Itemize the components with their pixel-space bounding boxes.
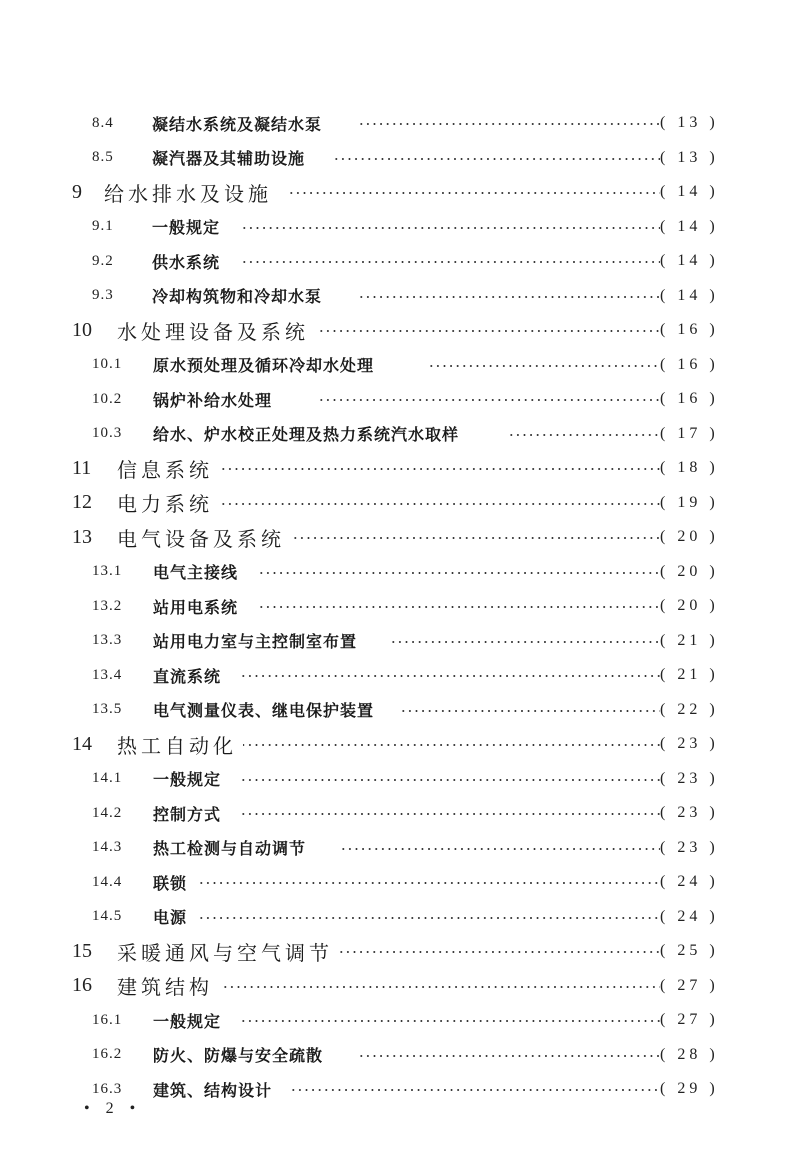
toc-chapter-entry[interactable] (0, 934, 800, 969)
entry-number: 9.3 (92, 287, 114, 304)
entry-title: 电气测量仪表、继电保护装置 (153, 698, 380, 721)
entry-title: 水处理设备及系统 (117, 316, 315, 345)
entry-page-number: ( 20 ) (660, 597, 719, 615)
entry-title: 控制方式 (153, 802, 227, 825)
entry-page-number: ( 20 ) (660, 528, 719, 546)
page-number: • 2 • (84, 1100, 142, 1117)
entry-page-number: ( 23 ) (660, 804, 719, 822)
entry-page-number: ( 14 ) (660, 252, 719, 270)
dot-leader (338, 951, 660, 953)
entry-number: 14.3 (92, 839, 123, 856)
entry-page-number: ( 27 ) (660, 1011, 719, 1029)
dot-leader (220, 468, 660, 470)
entry-page-number: ( 28 ) (660, 1045, 719, 1063)
dot-leader (240, 675, 660, 677)
entry-title: 给水、炉水校正处理及热力系统汽水取样 (153, 422, 465, 445)
entry-page-number: ( 20 ) (660, 562, 719, 580)
entry-title: 信息系统 (117, 454, 219, 483)
toc-section-entry[interactable] (0, 658, 800, 693)
dot-leader (240, 1020, 660, 1022)
toc-chapter-entry[interactable] (0, 727, 800, 762)
entry-title: 冷却构筑物和冷却水泵 (152, 284, 328, 307)
entry-number: 14 (72, 732, 92, 755)
toc-section-entry[interactable] (0, 589, 800, 624)
entry-number: 9 (72, 180, 82, 203)
entry-title: 供水系统 (152, 250, 226, 273)
entry-page-number: ( 27 ) (660, 976, 719, 994)
entry-number: 16 (72, 974, 92, 997)
dot-leader (318, 399, 660, 401)
dot-leader (292, 537, 660, 539)
toc-section-entry[interactable] (0, 1003, 800, 1038)
entry-title: 锅炉补给水处理 (153, 388, 278, 411)
toc-chapter-entry[interactable] (0, 175, 800, 210)
entry-title: 电源 (153, 905, 193, 928)
entry-title: 一般规定 (152, 215, 226, 238)
dot-leader (241, 261, 660, 263)
toc-section-entry[interactable] (0, 796, 800, 831)
entry-page-number: ( 21 ) (660, 666, 719, 684)
entry-title: 凝汽器及其辅助设施 (152, 146, 311, 169)
toc-section-entry[interactable] (0, 382, 800, 417)
dot-leader (240, 779, 660, 781)
toc-section-entry[interactable] (0, 555, 800, 590)
dot-leader (198, 917, 660, 919)
entry-number: 14.2 (92, 804, 123, 821)
entry-page-number: ( 21 ) (660, 631, 719, 649)
dot-leader (288, 192, 660, 194)
toc-section-entry[interactable] (0, 865, 800, 900)
entry-page-number: ( 16 ) (660, 390, 719, 408)
entry-page-number: ( 23 ) (660, 735, 719, 753)
entry-title: 站用电系统 (153, 595, 244, 618)
entry-page-number: ( 19 ) (660, 493, 719, 511)
entry-title: 热工自动化 (117, 730, 243, 759)
toc-section-entry[interactable] (0, 141, 800, 176)
entry-title: 热工检测与自动调节 (153, 836, 312, 859)
entry-title: 建筑、结构设计 (153, 1078, 278, 1101)
toc-section-entry[interactable] (0, 831, 800, 866)
toc-chapter-entry[interactable] (0, 313, 800, 348)
toc-section-entry[interactable] (0, 210, 800, 245)
dot-leader (428, 365, 660, 367)
entry-number: 8.4 (92, 114, 114, 131)
entry-number: 9.1 (92, 218, 114, 235)
toc-section-entry[interactable] (0, 624, 800, 659)
entry-title: 电力系统 (117, 488, 219, 517)
entry-number: 9.2 (92, 252, 114, 269)
dot-leader (220, 503, 660, 505)
entry-title: 原水预处理及循环冷却水处理 (153, 353, 380, 376)
entry-title: 给水排水及设施 (104, 178, 278, 207)
toc-section-entry[interactable] (0, 417, 800, 452)
entry-number: 8.5 (92, 149, 114, 166)
entry-number: 13.2 (92, 597, 123, 614)
entry-title: 直流系统 (153, 664, 227, 687)
entry-number: 14.1 (92, 770, 123, 787)
entry-page-number: ( 16 ) (660, 355, 719, 373)
dot-leader (240, 813, 660, 815)
entry-title: 联锁 (153, 871, 193, 894)
entry-page-number: ( 22 ) (660, 700, 719, 718)
entry-page-number: ( 17 ) (660, 424, 719, 442)
entry-number: 10.2 (92, 390, 123, 407)
entry-title: 凝结水系统及凝结水泵 (152, 112, 328, 135)
dot-leader (358, 296, 660, 298)
dot-leader (290, 1089, 660, 1091)
entry-title: 建筑结构 (117, 971, 219, 1000)
entry-number: 10 (72, 318, 92, 341)
entry-page-number: ( 14 ) (660, 217, 719, 235)
toc-section-entry[interactable] (0, 762, 800, 797)
dot-leader (318, 330, 660, 332)
dot-leader (241, 227, 660, 229)
table-of-contents (0, 106, 800, 1107)
entry-number: 13.4 (92, 666, 123, 683)
entry-number: 10.1 (92, 356, 123, 373)
entry-number: 16.3 (92, 1080, 123, 1097)
dot-leader (222, 986, 660, 988)
toc-section-entry[interactable] (0, 900, 800, 935)
toc-section-entry[interactable] (0, 244, 800, 279)
dot-leader (333, 158, 660, 160)
dot-leader (240, 744, 660, 746)
entry-number: 16.1 (92, 1011, 123, 1028)
dot-leader (390, 641, 660, 643)
entry-number: 13 (72, 525, 92, 548)
entry-page-number: ( 14 ) (660, 183, 719, 201)
entry-title: 防火、防爆与安全疏散 (153, 1043, 329, 1066)
entry-number: 16.2 (92, 1046, 123, 1063)
entry-number: 14.5 (92, 908, 123, 925)
entry-number: 15 (72, 939, 92, 962)
entry-page-number: ( 23 ) (660, 769, 719, 787)
toc-section-entry[interactable] (0, 348, 800, 383)
toc-section-entry[interactable] (0, 1038, 800, 1073)
toc-chapter-entry[interactable] (0, 520, 800, 555)
entry-number: 13.3 (92, 632, 123, 649)
dot-leader (400, 710, 660, 712)
entry-page-number: ( 23 ) (660, 838, 719, 856)
toc-section-entry[interactable] (0, 106, 800, 141)
entry-page-number: ( 25 ) (660, 942, 719, 960)
entry-title: 一般规定 (153, 1009, 227, 1032)
dot-leader (198, 882, 660, 884)
entry-title: 电气设备及系统 (117, 523, 291, 552)
entry-number: 13.1 (92, 563, 123, 580)
entry-page-number: ( 24 ) (660, 907, 719, 925)
entry-number: 13.5 (92, 701, 123, 718)
dot-leader (340, 848, 660, 850)
dot-leader (358, 123, 660, 125)
entry-page-number: ( 24 ) (660, 873, 719, 891)
entry-page-number: ( 14 ) (660, 286, 719, 304)
toc-chapter-entry[interactable] (0, 969, 800, 1004)
toc-chapter-entry[interactable] (0, 451, 800, 486)
entry-number: 11 (72, 456, 92, 479)
entry-number: 10.3 (92, 425, 123, 442)
entry-number: 14.4 (92, 873, 123, 890)
dot-leader (508, 434, 660, 436)
entry-title: 采暖通风与空气调节 (117, 937, 339, 966)
entry-number: 12 (72, 491, 92, 514)
toc-chapter-entry[interactable] (0, 486, 800, 521)
dot-leader (358, 1055, 660, 1057)
entry-title: 站用电力室与主控制室布置 (153, 629, 363, 652)
toc-section-entry[interactable] (0, 693, 800, 728)
entry-title: 一般规定 (153, 767, 227, 790)
entry-page-number: ( 16 ) (660, 321, 719, 339)
entry-page-number: ( 13 ) (660, 114, 719, 132)
entry-page-number: ( 13 ) (660, 148, 719, 166)
toc-section-entry[interactable] (0, 279, 800, 314)
dot-leader (258, 606, 660, 608)
entry-page-number: ( 18 ) (660, 459, 719, 477)
dot-leader (258, 572, 660, 574)
entry-title: 电气主接线 (153, 560, 244, 583)
entry-page-number: ( 29 ) (660, 1080, 719, 1098)
